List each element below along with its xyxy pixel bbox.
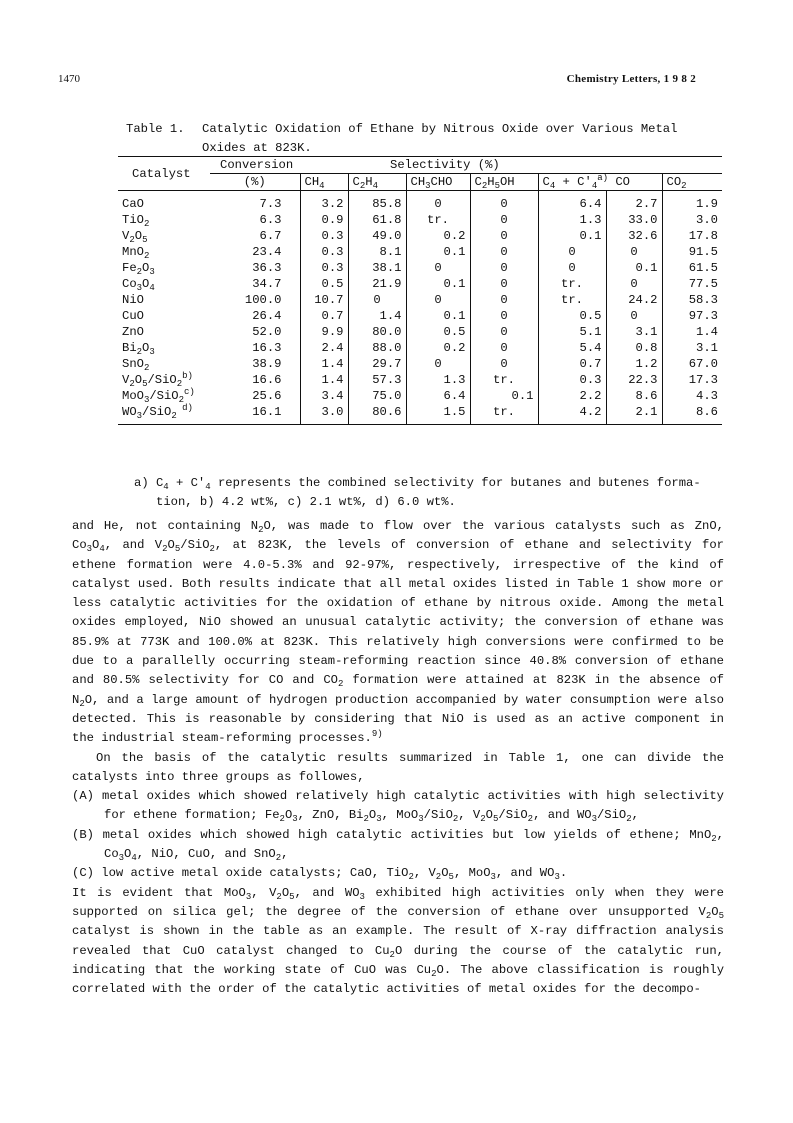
cell-c2h5oh: tr. xyxy=(470,372,538,388)
cell-c2h4: 21.9 xyxy=(348,276,406,292)
table-row xyxy=(118,228,722,244)
cell-ch3cho: 1.3 xyxy=(406,372,470,388)
cell-co: 2.1 xyxy=(606,404,662,425)
table-row xyxy=(118,276,722,292)
cell-c4: 2.2 xyxy=(538,388,606,404)
cell-co2: 8.6 xyxy=(662,404,722,425)
catalyst-cell: NiO xyxy=(122,293,144,307)
col-c2h5oh: $C_2H_5OH$ xyxy=(470,174,538,191)
cell-c2h4: 85.8 xyxy=(348,191,406,213)
cell-co: 0.8 xyxy=(606,340,662,356)
cell-c2h4: 88.0 xyxy=(348,340,406,356)
table-footnote: a) $C_4 + C'_4$ represents the combined selectivity for butanes and butenes forma- tion, b) 4.2 wt%, c) 2.1 wt%, d) 6.0 wt%. xyxy=(134,474,734,512)
cell-c4: 0.7 xyxy=(538,356,606,372)
cell-c2h4: 29.7 xyxy=(348,356,406,372)
catalyst-header: Catalyst xyxy=(118,157,210,191)
cell-c4: 5.1 xyxy=(538,324,606,340)
table-row xyxy=(118,191,722,213)
conversion-unit: (%) xyxy=(210,174,300,191)
col-ch3cho: $CH_3CHO$ xyxy=(406,174,470,191)
cell-conversion: 16.6 xyxy=(252,373,282,387)
table-row xyxy=(118,308,722,324)
cell-co2: 67.0 xyxy=(662,356,722,372)
cell-conversion: 26.4 xyxy=(252,309,282,323)
group-b: (B) metal oxides which showed high catalytic activities but low yields of ethene; MnO$_2$, $Co_3O_4$, NiO, CuO, and SnO$_2$, xyxy=(72,827,724,864)
col-c2h4: $C_2H_4$ xyxy=(348,174,406,191)
cell-conversion: 6.7 xyxy=(259,229,282,243)
cell-ch3cho: tr. xyxy=(406,212,470,228)
paragraph-3: It is evident that MoO$_3$, $V_2O_5$, and $WO_3$ exhibited high activities only when they were supported on silica gel; the degree of the conversion of ethane over unsupported $V_2O_5$ catalyst is shown in the table as an example. The result of X-ray diffraction analysis revealed that CuO catalyst changed to $Cu_2O$ during the course of the catalytic run, indicating that the working state of CuO was $Cu_2O$. The above classification is roughly correlated with the order of the catalytic activities of metal oxides for the decompo- xyxy=(72,885,725,997)
col-co2: $CO_2$ xyxy=(662,174,722,191)
cell-conversion: 6.3 xyxy=(259,213,282,227)
cell-co: 2.7 xyxy=(606,191,662,213)
cell-c4: 0.5 xyxy=(538,308,606,324)
cell-ch4: 9.9 xyxy=(300,324,348,340)
selectivity-header: Selectivity (%) xyxy=(300,157,722,174)
cell-c2h4: 1.4 xyxy=(348,308,406,324)
cell-c2h4: 80.6 xyxy=(348,404,406,425)
table-label: Table 1. xyxy=(126,122,185,136)
cell-c4: 1.3 xyxy=(538,212,606,228)
cell-ch4: 0.9 xyxy=(300,212,348,228)
catalyst-cell: $Co_3O_4$ xyxy=(122,277,155,293)
cell-ch3cho: 0 xyxy=(406,292,470,308)
cell-co2: 1.9 xyxy=(662,191,722,213)
cell-conversion: 52.0 xyxy=(252,325,282,339)
cell-conversion: 16.1 xyxy=(210,404,300,425)
cell-co: 0 xyxy=(606,308,662,324)
conversion-header: Conversion xyxy=(210,157,300,174)
cell-c2h5oh: 0 xyxy=(470,324,538,340)
cell-conversion: 16.3 xyxy=(252,341,282,355)
cell-ch4: 0.3 xyxy=(300,244,348,260)
catalyst-cell: MnO$_2$ xyxy=(122,245,150,261)
cell-co2: 17.8 xyxy=(662,228,722,244)
group-c: (C) low active metal oxide catalysts; CaO, TiO$_2$, $V_2O_5$, MoO$_3$, and $WO_3$. xyxy=(72,866,568,883)
cell-ch3cho: 0 xyxy=(406,356,470,372)
cell-c4: tr. xyxy=(538,292,606,308)
cell-ch4: 1.4 xyxy=(300,356,348,372)
cell-ch4: 1.4 xyxy=(300,372,348,388)
cell-co: 8.6 xyxy=(606,388,662,404)
cell-c4: tr. xyxy=(538,276,606,292)
table-row xyxy=(118,324,722,340)
cell-co2: 3.0 xyxy=(662,212,722,228)
cell-co: 1.2 xyxy=(606,356,662,372)
footnote-line-1: represents the combined selectivity for butanes and butenes forma- xyxy=(217,476,701,490)
cell-ch4: 3.4 xyxy=(300,388,348,404)
results-table xyxy=(118,156,722,425)
table-body xyxy=(118,191,722,425)
cell-c2h4: 0 xyxy=(348,292,406,308)
cell-ch4: 3.0 xyxy=(300,404,348,425)
catalyst-cell: TiO$_2$ xyxy=(122,213,150,229)
cell-co2: 77.5 xyxy=(662,276,722,292)
table-row xyxy=(118,260,722,276)
cell-ch4: 0.5 xyxy=(300,276,348,292)
cell-c2h4: 57.3 xyxy=(348,372,406,388)
cell-ch3cho: 0.2 xyxy=(406,228,470,244)
cell-c2h5oh: 0 xyxy=(470,244,538,260)
table-row xyxy=(118,388,722,404)
cell-c4: 0 xyxy=(538,244,606,260)
table-row xyxy=(118,404,722,425)
cell-co: 32.6 xyxy=(606,228,662,244)
cell-c2h4: 61.8 xyxy=(348,212,406,228)
cell-ch4: 0.3 xyxy=(300,260,348,276)
paragraph-2: On the basis of the catalytic results summarized in Table 1, one can divide the catalysts into three groups as followes, xyxy=(72,750,724,784)
cell-conversion: 25.6 xyxy=(252,389,282,403)
cell-conversion: 7.3 xyxy=(259,197,282,211)
body-text xyxy=(72,517,724,999)
cell-ch4: 2.4 xyxy=(300,340,348,356)
cell-co2: 97.3 xyxy=(662,308,722,324)
cell-ch4: 10.7 xyxy=(300,292,348,308)
cell-c4: 0 xyxy=(538,260,606,276)
cell-conversion: 34.7 xyxy=(252,277,282,291)
group-a: (A) metal oxides which showed relatively high catalytic activities with high selectivity for ethene formation; $Fe_2O_3$, ZnO, $Bi_2O_3$, MoO$_3$/SiO$_2$, $V_2O_5/SiO_2$, and $WO_3/SiO_2$, xyxy=(72,789,724,825)
cell-co: 24.2 xyxy=(606,292,662,308)
caption-line-1: Catalytic Oxidation of Ethane by Nitrous Oxide over Various Metal xyxy=(202,122,678,136)
journal-header: Chemistry Letters, 1 9 8 2 xyxy=(566,73,696,85)
cell-ch3cho: 1.5 xyxy=(406,404,470,425)
cell-ch3cho: 0.2 xyxy=(406,340,470,356)
cell-c2h5oh: tr. xyxy=(470,404,538,425)
catalyst-cell: $V_2O_5/SiO_2^{b)}$ xyxy=(122,371,193,389)
cell-co2: 4.3 xyxy=(662,388,722,404)
catalyst-cell: $V_2O_5$ xyxy=(122,229,148,245)
cell-c2h4: 8.1 xyxy=(348,244,406,260)
cell-ch3cho: 0.1 xyxy=(406,276,470,292)
cell-co2: 17.3 xyxy=(662,372,722,388)
table-row xyxy=(118,340,722,356)
cell-c2h4: 38.1 xyxy=(348,260,406,276)
cell-conversion: 36.3 xyxy=(252,261,282,275)
catalyst-cell: ZnO xyxy=(122,325,144,339)
cell-c2h4: 75.0 xyxy=(348,388,406,404)
cell-c2h5oh: 0 xyxy=(470,191,538,213)
cell-c2h4: 80.0 xyxy=(348,324,406,340)
cell-c4: 6.4 xyxy=(538,191,606,213)
cell-c2h5oh: 0 xyxy=(470,308,538,324)
cell-c2h4: 49.0 xyxy=(348,228,406,244)
cell-c2h5oh: 0.1 xyxy=(470,388,538,404)
cell-co: 33.0 xyxy=(606,212,662,228)
cell-ch3cho: 0.1 xyxy=(406,308,470,324)
cell-co2: 58.3 xyxy=(662,292,722,308)
cell-c2h5oh: 0 xyxy=(470,276,538,292)
cell-conversion: 38.9 xyxy=(252,357,282,371)
caption-line-2: Oxides at 823K. xyxy=(202,141,312,155)
catalyst-cell: $WO_3/SiO_2$ $^{d)}$ xyxy=(118,404,210,425)
catalyst-cell: MoO$_3$/SiO$_2^{c)}$ xyxy=(122,387,195,405)
cell-c4: 4.2 xyxy=(538,404,606,425)
cell-c2h5oh: 0 xyxy=(470,356,538,372)
cell-co2: 1.4 xyxy=(662,324,722,340)
cell-co: 3.1 xyxy=(606,324,662,340)
cell-c4: 5.4 xyxy=(538,340,606,356)
col-ch4: $CH_4$ xyxy=(300,174,348,191)
cell-co2: 3.1 xyxy=(662,340,722,356)
catalyst-cell: CaO xyxy=(122,197,144,211)
catalyst-cell: $Fe_2O_3$ xyxy=(122,261,155,277)
cell-c2h5oh: 0 xyxy=(470,292,538,308)
cell-c2h5oh: 0 xyxy=(470,340,538,356)
cell-ch3cho: 0.5 xyxy=(406,324,470,340)
cell-ch4: 0.7 xyxy=(300,308,348,324)
catalyst-cell: SnO$_2$ xyxy=(122,357,150,373)
cell-co: 22.3 xyxy=(606,372,662,388)
cell-c2h5oh: 0 xyxy=(470,228,538,244)
footnote-line-2: tion, b) 4.2 wt%, c) 2.1 wt%, d) 6.0 wt%. xyxy=(156,495,456,509)
cell-c2h5oh: 0 xyxy=(470,212,538,228)
cell-ch4: 0.3 xyxy=(300,228,348,244)
table-row xyxy=(118,212,722,228)
table-row xyxy=(118,356,722,372)
page-number: 1470 xyxy=(58,73,80,85)
cell-ch3cho: 6.4 xyxy=(406,388,470,404)
table-caption xyxy=(126,120,726,158)
table-row xyxy=(118,372,722,388)
catalyst-cell: CuO xyxy=(122,309,144,323)
cell-ch3cho: 0 xyxy=(406,191,470,213)
cell-co: 0 xyxy=(606,244,662,260)
paragraph-1: and He, not containing $N_2O$, was made to flow over the various catalysts such as ZnO, $Co_3O_4$, and $V_2O_5/SiO_2$, at 823K, the levels of conversion of ethane and selectivity for ethene formation were 4.0-5.3% and 92-97%, respectively, irrespective of the kind of catalyst used. Both results indicate that all metal oxides listed in Table 1 show more or less catalytic activities for the oxidation of ethane by nitrous oxide. Among the metal oxides employed, NiO showed an unusual catalytic activity; the conversion of ethane was 85.9% at 773K and 100.0% at 823K. This relatively high conversions were confirmed to be due to a parallelly occurring steam-reforming reaction since 40.8% conversion of ethane and 80.5% selectivity for CO and $CO_2$ formation were attained at 823K in the absence of $N_2O$, and a large amount of hydrogen production accompanied by water consumption were also detected. This is reasonable by considering that NiO is used as an active component in the industrial steam-reforming processes.$^{9)}$ xyxy=(72,519,724,746)
catalyst-cell: $Bi_2O_3$ xyxy=(122,341,155,357)
col-c4-co: $C_4 + C'_4^{a)}$ CO xyxy=(538,174,662,191)
cell-conversion: 23.4 xyxy=(252,245,282,259)
table-row xyxy=(118,292,722,308)
cell-co: 0 xyxy=(606,276,662,292)
cell-conversion: 100.0 xyxy=(244,293,282,307)
cell-co: 0.1 xyxy=(606,260,662,276)
cell-ch3cho: 0 xyxy=(406,260,470,276)
cell-co2: 91.5 xyxy=(662,244,722,260)
table-row xyxy=(118,244,722,260)
cell-c4: 0.1 xyxy=(538,228,606,244)
cell-co2: 61.5 xyxy=(662,260,722,276)
cell-ch3cho: 0.1 xyxy=(406,244,470,260)
cell-c2h5oh: 0 xyxy=(470,260,538,276)
cell-ch4: 3.2 xyxy=(300,191,348,213)
cell-c4: 0.3 xyxy=(538,372,606,388)
